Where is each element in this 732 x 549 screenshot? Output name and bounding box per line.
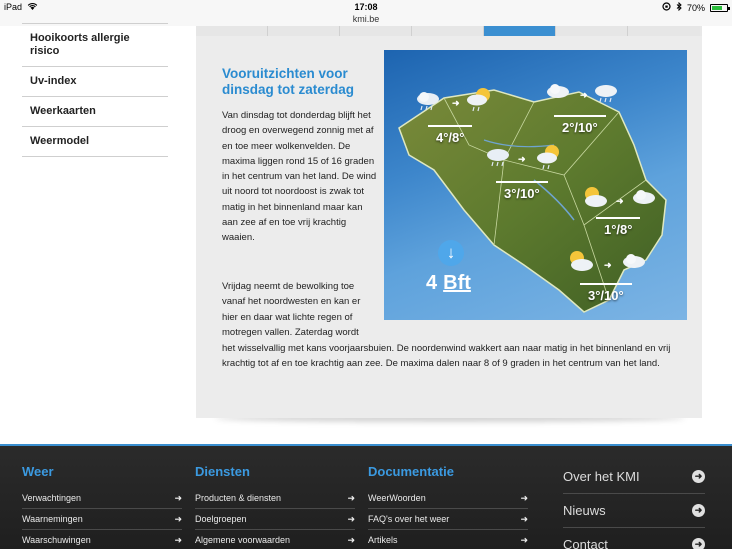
tab-7[interactable] (628, 26, 700, 36)
sidebar-item-weerkaarten[interactable]: Weerkaarten (22, 97, 168, 127)
url-bar[interactable]: kmi.be (0, 14, 732, 26)
status-bar (0, 0, 732, 14)
cloud-icon (630, 188, 658, 208)
tab-active[interactable] (484, 26, 556, 36)
article-paragraph-1: Van dinsdag tot donderdag blijft het droog en overwegend zonnig met af en toe meer wolkenvelden. De maxima liggen rond 15 of 16 graden in het centrum van het land. De wind uit noord tot noordoost is zwak tot matig in het binnenland maar kan aan zee af en toe vrij krachtig waaien. (222, 110, 377, 244)
arrow-right-icon: ➜ (174, 535, 182, 545)
article-paragraph-2-continued: het wisselvallig met kans voorjaarsbuien. De noordenwind wakkert aan naar matig in het binnenland en vrij krachtig tot af en toe krachtig aan zee. De maxima dalen naar 8 of 9 graden in het centrum van het land. (222, 343, 671, 370)
top-tabs (196, 26, 702, 36)
footer-link[interactable]: Waarschuwingen ➜ (22, 530, 182, 549)
footer-link-nieuws[interactable]: Nieuws ➜ (563, 494, 705, 528)
bluetooth-icon (676, 2, 682, 13)
footer-heading: Documentatie (368, 464, 454, 479)
arrow-right-icon: ➜ (174, 493, 182, 503)
sidebar (22, 14, 168, 157)
footer-link[interactable]: WeerWoorden ➜ (368, 488, 528, 509)
arrow-right-icon: ➜ (347, 514, 355, 524)
tab-3[interactable] (340, 26, 412, 36)
arrow-right-icon: ➜ (174, 514, 182, 524)
temp-east: 1°/8° (604, 222, 632, 237)
arrow-right-icon: ➜ (518, 154, 526, 164)
footer-link[interactable]: Doelgroepen ➜ (195, 509, 355, 530)
footer-column-diensten (195, 464, 355, 549)
arrow-right-circle-icon: ➜ (692, 504, 705, 517)
cloud-icon (544, 82, 572, 102)
temp-west: 4°/8° (436, 130, 464, 145)
footer-column-documentatie (368, 464, 528, 549)
cloud-icon (620, 252, 648, 272)
sun-cloud-icon (566, 250, 594, 270)
temp-north: 2°/10° (562, 120, 598, 135)
footer-link[interactable]: FAQ's over het weer ➜ (368, 509, 528, 530)
sidebar-item-weermodel[interactable]: Weermodel (22, 127, 168, 157)
tab-1[interactable] (196, 26, 268, 36)
tab-6[interactable] (556, 26, 628, 36)
clock: 17:08 (354, 2, 378, 12)
arrow-right-icon: ➜ (347, 493, 355, 503)
footer-right-links (563, 460, 705, 549)
arrow-right-icon: ➜ (520, 535, 528, 545)
arrow-right-icon: ➜ (616, 196, 624, 206)
forecast-map (384, 50, 687, 320)
arrow-right-circle-icon: ➜ (692, 538, 705, 549)
rain-cloud-icon (592, 82, 620, 102)
sun-cloud-icon (580, 186, 608, 206)
arrow-right-icon: ➜ (520, 514, 528, 524)
sidebar-clipped-item[interactable] (22, 14, 168, 24)
article-paragraph-2: Vrijdag neemt de bewolking toe vanaf het noordwesten en kan er hier en daar wat lichte regen of motregen vallen. Zaterdag wordt (222, 281, 361, 338)
footer-link-contact[interactable]: Contact ➜ (563, 528, 705, 549)
battery-percent: 70% (686, 2, 705, 13)
battery-level-fill (712, 6, 722, 10)
footer-heading: Diensten (195, 464, 250, 479)
arrow-right-icon: ➜ (347, 535, 355, 545)
footer-link[interactable]: Waarnemingen ➜ (22, 509, 182, 530)
footer-heading: Weer (22, 464, 54, 479)
rain-cloud-icon (414, 90, 442, 110)
footer-link-over-het-kmi[interactable]: Over het KMI ➜ (563, 460, 705, 494)
temp-center: 3°/10° (504, 186, 540, 201)
footer (0, 444, 732, 549)
main-content (196, 36, 702, 418)
tab-2[interactable] (268, 26, 340, 36)
arrow-right-icon: ➜ (580, 90, 588, 100)
wind-direction-icon: ↓ (438, 240, 464, 266)
footer-column-weer (22, 464, 182, 549)
orientation-lock-icon (662, 2, 671, 13)
arrow-right-icon: ➜ (604, 260, 612, 270)
article-title: Vooruitzichten voor dinsdag tot zaterdag (222, 66, 355, 97)
footer-link[interactable]: Artikels ➜ (368, 530, 528, 549)
arrow-right-icon: ➜ (520, 493, 528, 503)
temp-south: 3°/10° (588, 288, 624, 303)
battery-icon (710, 4, 728, 12)
tab-4[interactable] (412, 26, 484, 36)
footer-link[interactable]: Verwachtingen ➜ (22, 488, 182, 509)
arrow-right-circle-icon: ➜ (692, 470, 705, 483)
device-label: iPad (4, 2, 23, 12)
wind-strength: 4 Bft (426, 272, 471, 294)
sidebar-item-uv-index[interactable]: Uv-index (22, 67, 168, 97)
sun-cloud-rain-icon (534, 144, 562, 164)
footer-link[interactable]: Producten & diensten ➜ (195, 488, 355, 509)
sidebar-item-hooikoorts[interactable]: Hooikoorts allergie risico (22, 24, 168, 67)
sun-cloud-rain-icon (464, 86, 492, 106)
footer-link[interactable]: Algemene voorwaarden ➜ (195, 530, 355, 549)
arrow-right-icon: ➜ (452, 98, 460, 108)
rain-cloud-icon (484, 146, 512, 166)
